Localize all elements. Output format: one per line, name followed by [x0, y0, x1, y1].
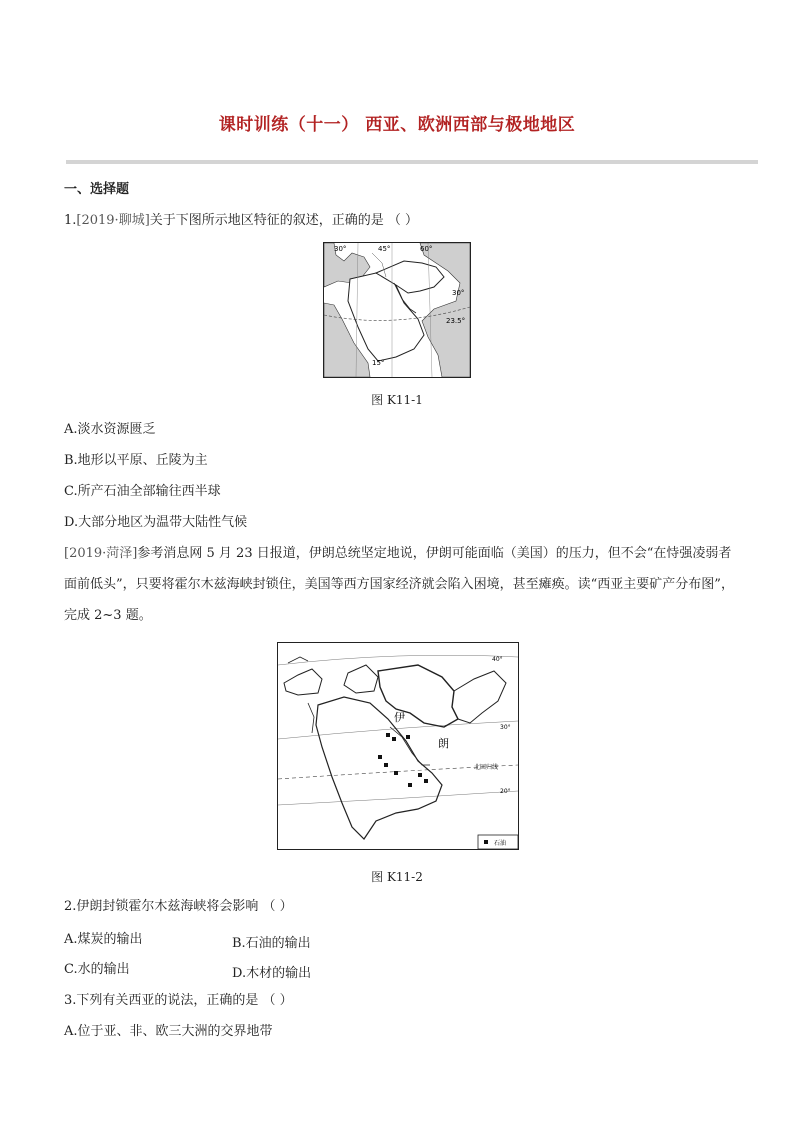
question-1-option-c: C.所产石油全部输往西半球 — [64, 484, 221, 499]
question-1-option-b: B.地形以平原、丘陵为主 — [64, 453, 208, 468]
question-2-stem: 2.伊朗封锁霍尔木兹海峡将会影响 （ ） — [64, 899, 293, 914]
section-heading: 一、选择题 — [64, 182, 130, 197]
question-1-number: 1. — [64, 213, 77, 228]
map1-lat-15: 15° — [372, 359, 385, 367]
figure-2-caption: 图 K11-2 — [371, 870, 423, 884]
title-divider — [66, 160, 758, 164]
passage-source: [2019·菏泽] — [64, 546, 138, 561]
question-1-option-a: A.淡水资源匮乏 — [64, 422, 156, 437]
map2-label-yi: 伊 — [394, 711, 405, 724]
map-k11-2 — [277, 642, 519, 850]
question-2-option-a: A.煤炭的输出 — [64, 932, 143, 947]
question-1-text: 关于下图所示地区特征的叙述，正确的是 （ ） — [149, 213, 419, 228]
question-1-option-d: D.大部分地区为温带大陆性气候 — [64, 515, 248, 530]
map1-lat-23-5: 23.5° — [446, 317, 466, 325]
map2-lat-40: 40° — [492, 656, 503, 663]
map1-lon-30: 30° — [334, 245, 347, 253]
question-2-option-b: B.石油的输出 — [232, 936, 311, 951]
map2-lat-20: 20° — [500, 788, 511, 795]
map2-label-lang: 朗 — [438, 737, 449, 750]
legend-oil-label: 石油 — [494, 840, 507, 847]
question-3-option-a: A.位于亚、非、欧三大洲的交界地带 — [64, 1024, 273, 1039]
map2-lat-30: 30° — [500, 724, 511, 731]
question-1-stem — [64, 213, 418, 229]
map1-lon-60: 60° — [420, 245, 433, 253]
passage-text: 参考消息网 5 月 23 日报道，伊朗总统坚定地说，伊朗可能面临（美国）的压力，但不会“在恃强凌弱者面前低头”，只要将霍尔木兹海峡封锁住，美国等西方国家经济就会陷入困境，甚至瘫痪。读“西亚主要矿产分布图”，完成 2~3 题。 — [64, 546, 734, 623]
question-2-option-c: C.水的输出 — [64, 962, 130, 977]
question-1-source: [2019·聊城] — [76, 213, 150, 228]
map-k11-1 — [323, 242, 471, 378]
question-2-option-d: D.木材的输出 — [232, 966, 312, 981]
map1-lat-30: 30° — [452, 289, 465, 297]
figure-1-caption: 图 K11-1 — [371, 393, 423, 407]
question-3-stem: 3.下列有关西亚的说法，正确的是 （ ） — [64, 993, 293, 1008]
map1-lon-45: 45° — [378, 245, 391, 253]
page-title: 课时训练（十一） 西亚、欧洲西部与极地地区 — [218, 115, 576, 135]
legend-oil-marker — [484, 840, 488, 844]
map2-tropic-label: 北回归线 — [474, 764, 499, 771]
reading-passage — [64, 538, 736, 631]
